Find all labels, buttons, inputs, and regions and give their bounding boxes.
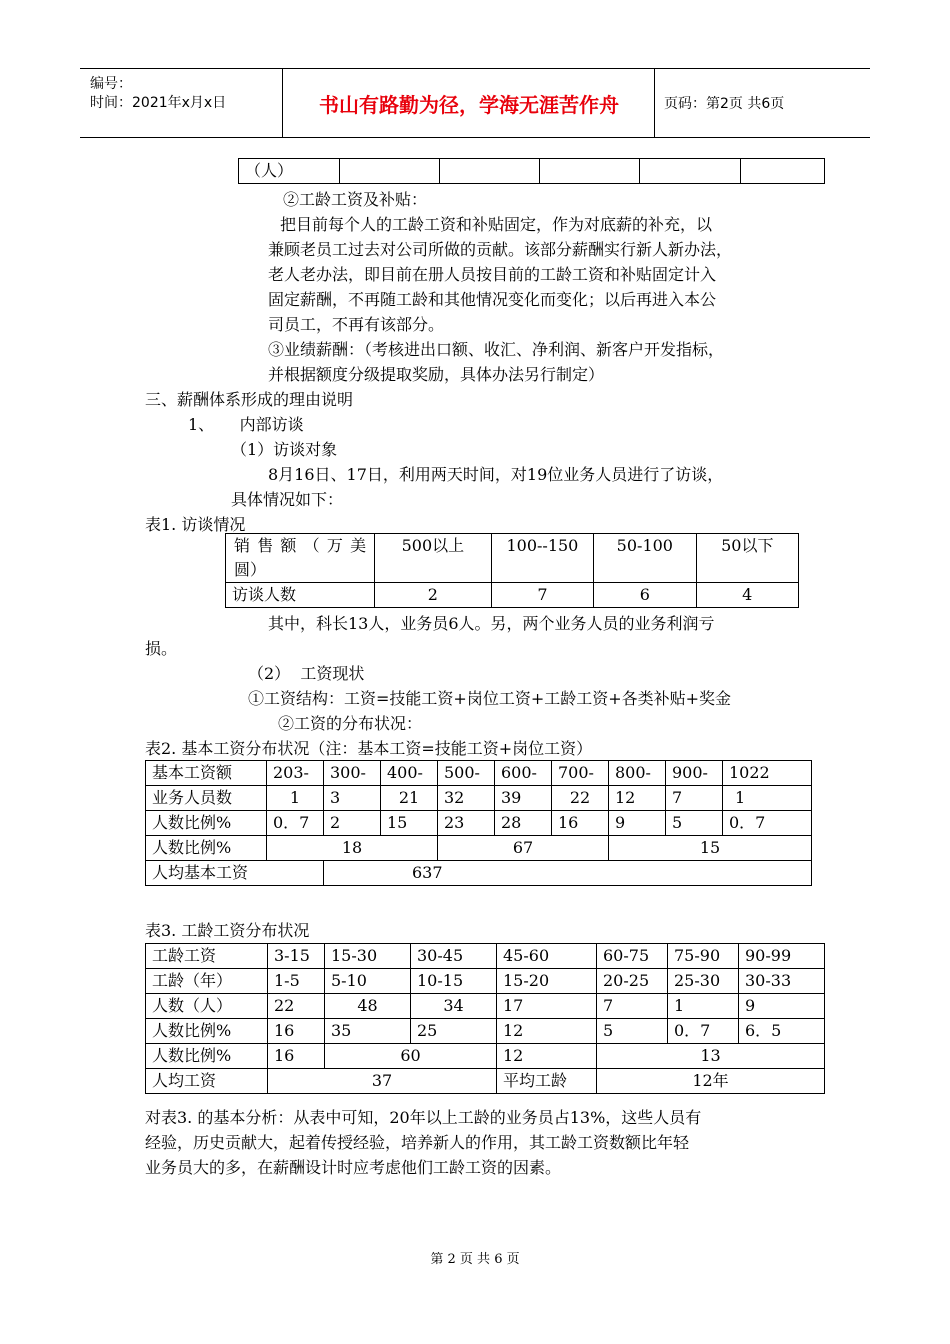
paragraph: ②工龄工资及补贴： — [283, 190, 428, 209]
table-cell: 0．7 — [668, 1019, 739, 1044]
paragraph: 损。 — [145, 639, 178, 658]
table-cell: 300- — [324, 761, 381, 786]
interview-table — [225, 533, 799, 608]
table-cell: 34 — [411, 994, 497, 1019]
table-row-label: 人均基本工资 — [146, 861, 324, 886]
table-cell: 22 — [268, 994, 325, 1019]
table-header-cell — [226, 534, 375, 583]
table-cell: 35 — [325, 1019, 411, 1044]
table-cell: 500- — [438, 761, 495, 786]
continued-table — [238, 158, 825, 184]
table-row-label: 人数（人） — [146, 994, 268, 1019]
table-cell: 1 — [267, 786, 324, 811]
table-caption: 表1. 访谈情况 — [145, 515, 246, 534]
table-cell: 30-33 — [739, 969, 825, 994]
table-cell: 16 — [268, 1019, 325, 1044]
paragraph: 兼顾老员工过去对公司所做的贡献。该部分薪酬实行新人新办法， — [268, 240, 733, 259]
table-cell: 18 — [267, 836, 438, 861]
paragraph: ②工资的分布状况： — [278, 714, 423, 733]
table-header-cell: 500以上 — [375, 534, 492, 583]
paragraph: 老人老办法，即目前在册人员按目前的工龄工资和补贴固定计入 — [268, 265, 717, 284]
table-row-label: 访谈人数 — [226, 583, 375, 608]
table-header-cell: 50以下 — [696, 534, 798, 583]
table-cell: 25-30 — [668, 969, 739, 994]
table-cell: 22 — [552, 786, 609, 811]
table-cell: 60 — [325, 1044, 497, 1069]
table-cell: 3 — [324, 786, 381, 811]
section-heading: 三、薪酬体系形成的理由说明 — [145, 390, 354, 409]
table-cell: 21 — [381, 786, 438, 811]
paragraph: 并根据额度分级提取奖励，具体办法另行制定） — [268, 365, 605, 384]
base-salary-table — [145, 760, 812, 886]
table-cell: 1022 — [723, 761, 812, 786]
table-cell: 23 — [438, 811, 495, 836]
table-cell: 5 — [666, 811, 723, 836]
table-cell: 20-25 — [597, 969, 668, 994]
table-row-label: 人数比例% — [146, 836, 267, 861]
table-cell: 90-99 — [739, 944, 825, 969]
table-cell: 800- — [609, 761, 666, 786]
table-cell: 400- — [381, 761, 438, 786]
table-cell: 15 — [381, 811, 438, 836]
table-cell: 17 — [497, 994, 597, 1019]
number-label: 编号： — [90, 76, 132, 92]
table-cell: 25 — [411, 1019, 497, 1044]
table-cell: 6．5 — [739, 1019, 825, 1044]
table-cell: 12 — [609, 786, 666, 811]
table-row-label: 人数比例% — [146, 1019, 268, 1044]
table-cell — [339, 159, 439, 184]
paragraph: ①工资结构：工资=技能工资+岗位工资+工龄工资+各类补贴+奖金 — [248, 689, 732, 708]
seniority-salary-table — [145, 943, 825, 1094]
table-cell: 7 — [666, 786, 723, 811]
page-header — [80, 68, 870, 138]
table-cell: 75-90 — [668, 944, 739, 969]
table-row-label: 人均工资 — [146, 1069, 268, 1094]
table-cell: 2 — [324, 811, 381, 836]
table-cell: 637 — [324, 861, 812, 886]
table-caption: 表2. 基本工资分布状况（注：基本工资=技能工资+岗位工资） — [145, 739, 593, 758]
table-row-label: 业务人员数 — [146, 786, 267, 811]
paragraph: 具体情况如下： — [231, 490, 344, 509]
table-cell: 6 — [594, 583, 696, 608]
table-cell: 39 — [495, 786, 552, 811]
paragraph: 经验，历史贡献大，起着传授经验，培养新人的作用，其工龄工资数额比年轻 — [145, 1133, 690, 1152]
table-cell: 45-60 — [497, 944, 597, 969]
table-cell: 28 — [495, 811, 552, 836]
table-cell — [640, 159, 740, 184]
table-cell: 67 — [438, 836, 609, 861]
table-cell — [439, 159, 539, 184]
table-cell: 3-15 — [268, 944, 325, 969]
table-header-cell: 100--150 — [491, 534, 593, 583]
header-text: 圆） — [234, 560, 267, 579]
table-cell: 15 — [609, 836, 812, 861]
table-cell: 700- — [552, 761, 609, 786]
paragraph: 对表3. 的基本分析：从表中可知，20年以上工龄的业务员占13%，这些人员有 — [145, 1108, 702, 1127]
table-cell: 4 — [696, 583, 798, 608]
table-cell: 12 — [497, 1019, 597, 1044]
page-footer: 第 2 页 共 6 页 — [430, 1252, 520, 1267]
paragraph: 固定薪酬，不再随工龄和其他情况变化而变化；以后再进入本公 — [268, 290, 717, 309]
table-cell: （人） — [239, 159, 340, 184]
table-row-label: 人数比例% — [146, 811, 267, 836]
table-header-cell: 50-100 — [594, 534, 696, 583]
table-cell: 16 — [552, 811, 609, 836]
header-divider — [282, 69, 283, 137]
subheading: （1）访谈对象 — [231, 440, 338, 459]
header-page-label: 页码：第2页 共6页 — [664, 96, 785, 112]
table-cell: 5-10 — [325, 969, 411, 994]
table-cell: 12 — [497, 1044, 597, 1069]
table-cell: 9 — [609, 811, 666, 836]
header-divider — [654, 69, 655, 137]
date-label: 时间：2021年x月x日 — [90, 95, 227, 111]
table-cell: 32 — [438, 786, 495, 811]
table-cell: 30-45 — [411, 944, 497, 969]
header-meta — [90, 75, 226, 113]
table-cell: 48 — [325, 994, 411, 1019]
table-cell: 900- — [666, 761, 723, 786]
table-cell: 0．7 — [723, 811, 812, 836]
table-row-label: 工龄（年） — [146, 969, 268, 994]
table-row-label: 基本工资额 — [146, 761, 267, 786]
paragraph: 把目前每个人的工龄工资和补贴固定，作为对底薪的补充，以 — [280, 215, 713, 234]
table-row-label: 人数比例% — [146, 1044, 268, 1069]
table-row-label: 工龄工资 — [146, 944, 268, 969]
paragraph: 其中，科长13人，业务员6人。另，两个业务人员的业务利润亏 — [268, 614, 715, 633]
subheading: 1、 内部访谈 — [188, 415, 304, 434]
table-row-label: 平均工龄 — [497, 1069, 597, 1094]
table-cell: 600- — [495, 761, 552, 786]
table-cell: 7 — [491, 583, 593, 608]
header-motto: 书山有路勤为径，学海无涯苦作舟 — [319, 92, 619, 117]
table-cell: 1 — [668, 994, 739, 1019]
table-cell — [740, 159, 824, 184]
table-cell — [540, 159, 640, 184]
table-cell: 203- — [267, 761, 324, 786]
table-cell: 37 — [268, 1069, 497, 1094]
table-caption: 表3. 工龄工资分布状况 — [145, 921, 310, 940]
table-cell: 9 — [739, 994, 825, 1019]
table-cell: 12年 — [597, 1069, 825, 1094]
table-cell: 13 — [597, 1044, 825, 1069]
paragraph: 8月16日、17日，利用两天时间，对19位业务人员进行了访谈， — [268, 465, 724, 484]
header-text: 销售额（万美 — [234, 536, 367, 555]
table-cell: 10-15 — [411, 969, 497, 994]
paragraph: 司员工，不再有该部分。 — [268, 315, 445, 334]
table-cell: 60-75 — [597, 944, 668, 969]
table-cell: 15-30 — [325, 944, 411, 969]
table-cell: 7 — [597, 994, 668, 1019]
table-cell: 1-5 — [268, 969, 325, 994]
paragraph: 业务员大的多，在薪酬设计时应考虑他们工龄工资的因素。 — [145, 1158, 562, 1177]
table-cell: 16 — [268, 1044, 325, 1069]
table-cell: 5 — [597, 1019, 668, 1044]
table-cell: 2 — [375, 583, 492, 608]
table-cell: 0．7 — [267, 811, 324, 836]
subheading: （2） 工资现状 — [248, 664, 365, 683]
table-cell: 15-20 — [497, 969, 597, 994]
paragraph: ③业绩薪酬：（考核进出口额、收汇、净利润、新客户开发指标， — [268, 340, 725, 359]
table-cell: 1 — [723, 786, 812, 811]
